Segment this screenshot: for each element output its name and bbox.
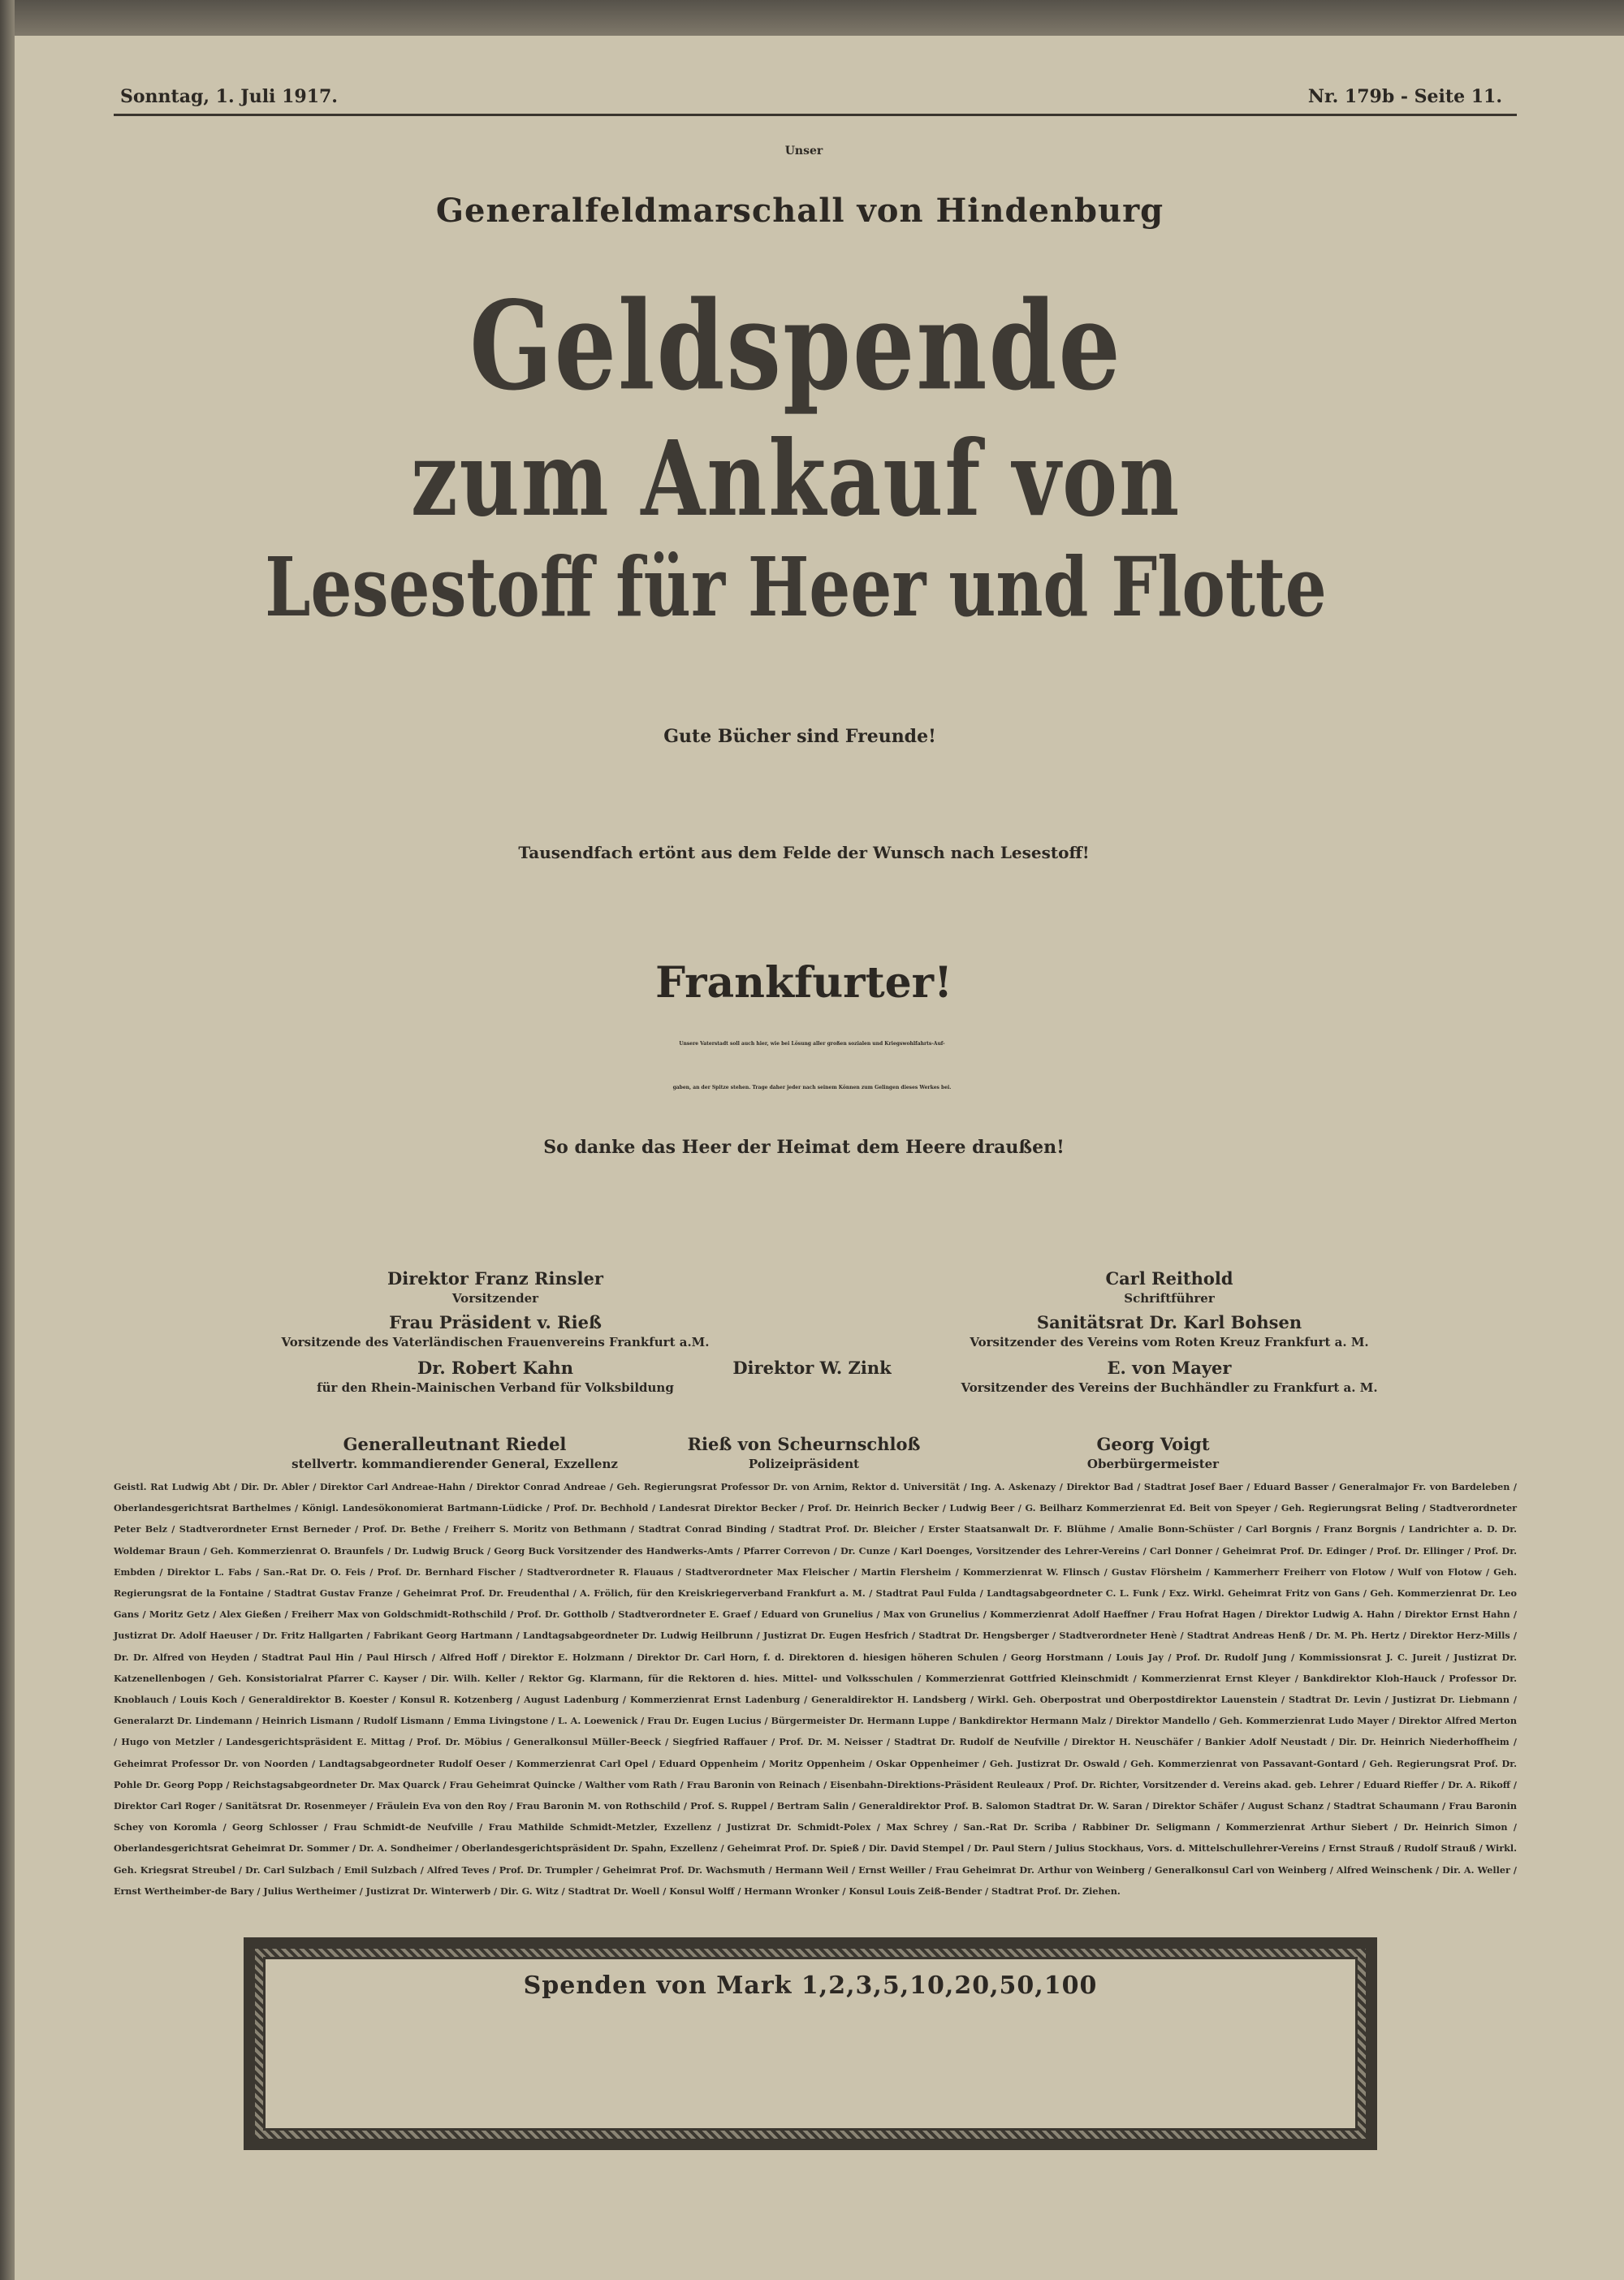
- committee-member-role: Schriftführer: [1124, 1291, 1215, 1306]
- headline-line1: Geldspende: [469, 274, 1122, 418]
- committee-member-name: Direktor Franz Rinsler: [387, 1268, 603, 1289]
- honor-member-role: stellvertr. kommandierender General, Exzellenz: [292, 1457, 618, 1471]
- committee-member-name: Carl Reithold: [1105, 1268, 1233, 1289]
- committee-member-name: E. von Mayer: [1107, 1358, 1232, 1378]
- committee-member-role: Vorsitzender des Vereins der Buchhändler zu Frankfurt a. M.: [961, 1380, 1378, 1395]
- committee-member-name: Frau Präsident v. Rieß: [389, 1312, 602, 1332]
- page-top-edge: [0, 0, 1624, 36]
- headline-line3: Lesestoff für Heer und Flotte: [265, 539, 1327, 635]
- committee-member-name: Sanitätsrat Dr. Karl Bohsen: [1036, 1312, 1302, 1332]
- honor-member-name: Generalleutnant Riedel: [343, 1434, 567, 1454]
- section1-heading: Gute Bücher sind Freunde!: [663, 726, 936, 747]
- committee-member-name: Direktor W. Zink: [732, 1358, 892, 1378]
- headline-marshal: Generalfeldmarschall von Hindenburg: [435, 192, 1164, 230]
- header-rule: [114, 114, 1517, 116]
- committee-member-role: für den Rhein-Mainischen Verband für Volksbildung: [317, 1380, 674, 1395]
- committee-member-name: Dr. Robert Kahn: [417, 1358, 573, 1378]
- committee-member-role: Vorsitzender des Vereins vom Roten Kreuz Frankfurt a. M.: [970, 1335, 1369, 1349]
- honor-member-name: Georg Voigt: [1096, 1434, 1210, 1454]
- committee-member-role: Vorsitzender: [451, 1291, 539, 1306]
- section2-heading: Tausendfach ertönt aus dem Felde der Wunsch nach Lesestoff!: [518, 843, 1090, 862]
- section3-closing: So danke das Heer der Heimat dem Heere draußen!: [543, 1137, 1065, 1158]
- committee-member-role: Vorsitzende des Vaterländischen Frauenvereins Frankfurt a.M.: [281, 1335, 710, 1349]
- headline-line2: zum Ankauf von: [410, 418, 1181, 540]
- honor-member-role: Polizeipräsident: [748, 1457, 860, 1471]
- honor-member-list: Geistl. Rat Ludwig Abt / Dir. Dr. Abler / Direktor Carl Andreae-Hahn / Direktor Conrad Andreae / Geh. Regierungsrat Professor Dr. von Arnim, Rektor d. Universität / Ing. A. Askenazy / Direktor Bad / Stadtrat Josef Baer / Eduard Basser / Generalmajor Fr. von Bardeleben / Oberlandesgerichtsrat Barthelmes / Königl. Landesökonomierat Bartmann-Lüdicke / Prof. Dr. Bechhold / Landesrat Direktor Becker / Prof. Dr. Heinrich Becker / Ludwig Beer / G. Beilharz Kommerzienrat Ed. Beit von Speyer / Geh. Regierungsrat Beling / Stadtverordneter Peter Belz / Stadtverordneter Ernst Berneder / Prof. Dr. Bethe / Freiherr S. Moritz von Bethmann / Stadtrat Conrad Binding / Stadtrat Prof. Dr. Bleicher / Erster Staatsanwalt Dr. F. Blühme / Amalie Bonn-Schüster / Carl Borgnis / Franz Borgnis / Landrichter a. D. Dr. Woldemar Braun / Geh. Kommerzienrat O. Braunfels / Dr. Ludwig Bruck / Georg Buck Vorsitzender des Handwerks-Amts / Pfarrer Correvon / Dr. Cunze / Karl Doenges, Vorsitzender des Lehrer-Vereins / Carl Donner / Geheimrat Prof. Dr. Edinger / Prof. Dr. Ellinger / Prof. Dr. Embden / Direktor L. Fabs / San.-Rat Dr. O. Feis / Prof. Dr. Bernhard Fischer / Stadtverordneter R. Flauaus / Stadtverordneter Max Fleischer / Martin Flersheim / Kommerzienrat W. Flinsch / Gustav Flörsheim / Kammerherr Freiherr von Flotow / Wulf von Flotow / Geh. Regierungsrat de la Fontaine / Stadtrat Gustav Franze / Geheimrat Prof. Dr. Freudenthal / A. Frölich, für den Kreiskriegerverband Frankfurt a. M. / Stadtrat Paul Fulda / Landtagsabgeordneter C. L. Funk / Exz. Wirkl. Geheimrat Fritz von Gans / Geh. Kommerzienrat Dr. Leo Gans / Moritz Getz / Alex Gießen / Freiherr Max von Goldschmidt-Rothschild / Prof. Dr. Gottholb / Stadtverordneter E. Graef / Eduard von Grunelius / Max von Grunelius / Kommerzienrat Adolf Haeffner / Frau Hofrat Hagen / Direktor Ludwig A. Hahn / Direktor Ernst Hahn / Justizrat Dr. Adolf Haeuser / Dr. Fritz Hallgarten / Fabrikant Georg Hartmann / Landtagsabgeordneter Dr. Ludwig Heilbrunn / Justizrat Dr. Eugen Hesfrich / Stadtrat Dr. Hengsberger / Stadtverordneter Henè / Stadtrat Andreas Henß / Dr. M. Ph. Hertz / Direktor Herz-Mills / Dr. Dr. Alfred von Heyden / Stadtrat Paul Hin / Paul Hirsch / Alfred Hoff / Direktor E. Holzmann / Direktor Dr. Carl Horn, f. d. Direktoren d. hiesigen höheren Schulen / Georg Horstmann / Louis Jay / Prof. Dr. Rudolf Jung / Kommissionsrat J. C. Jureit / Justizrat Dr. Katzenellenbogen / Geh. Konsistorialrat Pfarrer C. Kayser / Dir. Wilh. Keller / Rektor Gg. Klarmann, für die Rektoren d. hies. Mittel- und Volksschulen / Kommerzienrat Gottfried Kleinschmidt / Kommerzienrat Ernst Kleyer / Bankdirektor Kloh-Hauck / Professor Dr. Knoblauch / Louis Koch / Generaldirektor B. Koester / Konsul R. Kotzenberg / August Ladenburg / Kommerzienrat Ernst Ladenburg / Generaldirektor H. Landsberg / Wirkl. Geh. Oberpostrat und Oberpostdirektor Lauenstein / Stadtrat Dr. Levin / Justizrat Dr. Liebmann / Generalarzt Dr. Lindemann / Heinrich Lismann / Rudolf Lismann / Emma Livingstone / L. A. Loewenick / Frau Dr. Eugen Lucius / Bürgermeister Dr. Hermann Luppe / Bankdirektor Hermann Malz / Direktor Mandello / Geh. Kommerzienrat Ludo Mayer / Direktor Alfred Merton / Hugo von Metzler / Landesgerichtspräsident E. Mittag / Prof. Dr. Möbius / Generalkonsul Müller-Beeck / Siegfried Raffauer / Prof. Dr. M. Neisser / Stadtrat Dr. Rudolf de Neufville / Direktor H. Neuschäfer / Bankier Adolf Neustadt / Dir. Dr. Heinrich Niederhoffheim / Geheimrat Professor Dr. von Noorden / Landtagsabgeordneter Rudolf Oeser / Kommerzienrat Carl Opel / Eduard Oppenheim / Moritz Oppenheim / Oskar Oppenheimer / Geh. Justizrat Dr. Oswald / Geh. Kommerzienrat von Passavant-Gontard / Geh. Regierungsrat Prof. Dr. Pohle Dr. Georg Popp / Reichstagsabgeordneter Dr. Max Quarck / Frau Geheimrat Quincke / Walther vom Rath / Frau Baronin von Reinach / Eisenbahn-Direktions-Präsident Reuleaux / Prof. Dr. Richter, Vorsitzender d. Vereins akad. geb. Lehrer / Eduard Rieffer / Dr. A. Rikoff / Direktor Carl Roger / Sanitätsrat Dr. Rosenmeyer / Fräulein Eva von den Roy / Frau Baronin M. von Rothschild / Prof. S. Ruppel / Bertram Salin / Generaldirektor Prof. B. Salomon Stadtrat Dr. W. Saran / Direktor Schäfer / August Schanz / Stadtrat Schaumann / Frau Baronin Schey von Koromla / Georg Schlosser / Frau Schmidt-de Neufville / Frau Mathilde Schmidt-Metzler, Exzellenz / Justizrat Dr. Schmidt-Polex / Max Schrey / San.-Rat Dr. Scriba / Rabbiner Dr. Seligmann / Kommerzienrat Arthur Siebert / Dr. Heinrich Simon / Oberlandesgerichtsrat Geheimrat Dr. Sommer / Dr. A. Sondheimer / Oberlandesgerichtspräsident Dr. Spahn, Exzellenz / Geheimrat Prof. Dr. Spieß / Dir. David Stempel / Dr. Paul Stern / Julius Stockhaus, Vors. d. Mittelschullehrer-Vereins / Ernst Strauß / Rudolf Strauß / Wirkl. Geh. Kriegsrat Streubel / Dr. Carl Sulzbach / Emil Sulzbach / Alfred Teves / Prof. Dr. Trumpler / Geheimrat Prof. Dr. Wachsmuth / Hermann Weil / Ernst Weiller / Frau Geheimrat Dr. Arthur von Weinberg / Generalkonsul Carl von Weinberg / Alfred Weinschenk / Dir. A. Weller / Ernst Wertheimber-de Bary / Julius Wertheimer / Justizrat Dr. Winterwerb / Dir. G. Witz / Stadtrat Dr. Woell / Konsul Wolff / Hermann Wronker / Konsul Louis Zeiß-Bender / Stadtrat Prof. Dr. Ziehen.: [114, 1481, 1517, 1897]
- header-issue: Nr. 179b - Seite 11.: [1307, 86, 1502, 107]
- section3-heading: Frankfurter!: [655, 958, 952, 1008]
- section3-text2: gaben, an der Spitze stehen. Trage daher jeder nach seinem Können zum Gelingen dieses Werkes bei.: [672, 1085, 952, 1090]
- header-date: Sonntag, 1. Juli 1917.: [120, 86, 338, 107]
- donation-heading: Spenden von Mark 1,2,3,5,10,20,50,100: [523, 1971, 1098, 2000]
- section3-text1: Unsere Vaterstadt soll auch hier, wie bei Lösung aller großen sozialen und Kriegswohlfahrts-Auf-: [679, 1041, 945, 1047]
- headline-intro: Unser: [784, 145, 823, 158]
- honor-member-name: Rieß von Scheurnschloß: [687, 1434, 921, 1454]
- honor-member-role: Oberbürgermeister: [1086, 1457, 1220, 1471]
